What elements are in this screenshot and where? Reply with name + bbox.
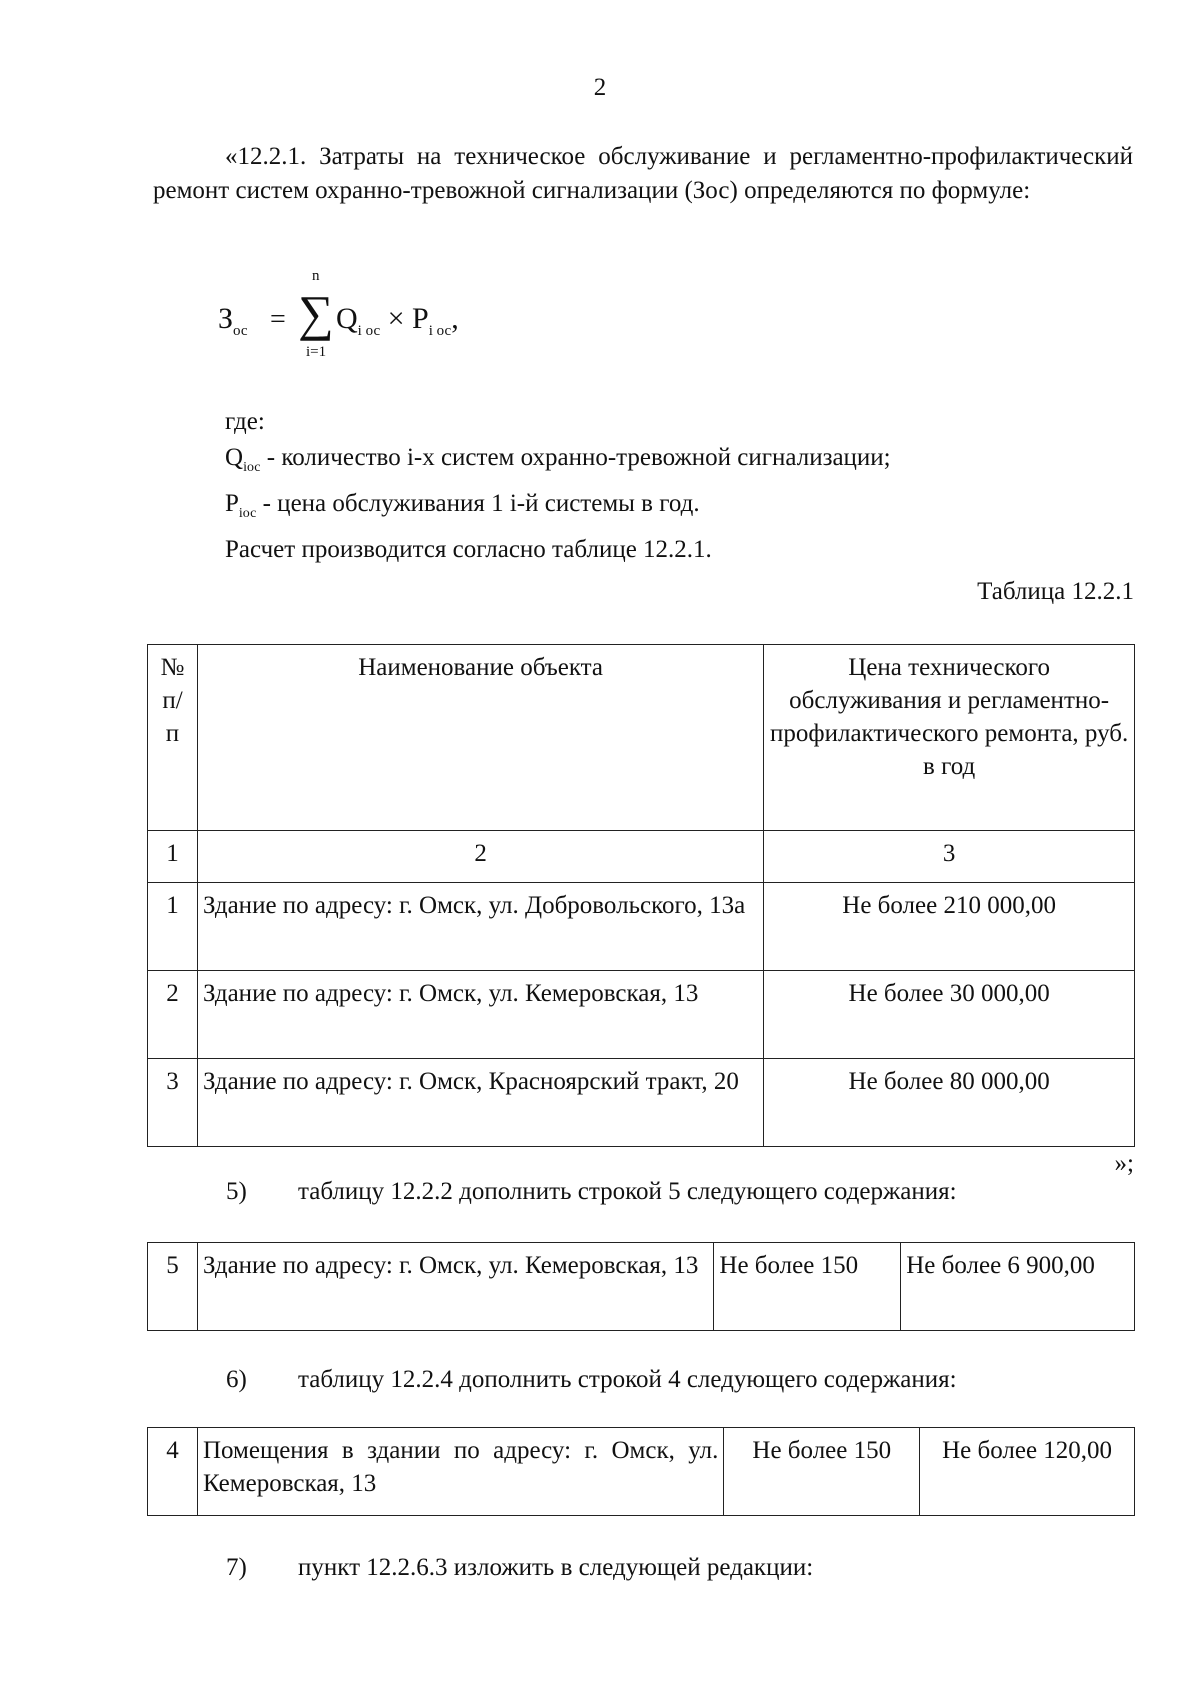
table-12-2-4-row-4 [147, 1427, 1135, 1516]
cost-formula [218, 268, 538, 378]
calculation-note: Расчет производится согласно таблице 12.2.1. [225, 536, 712, 563]
item-text: таблицу 12.2.2 дополнить строкой 5 следующего содержания: [298, 1178, 957, 1205]
row-price: Не более 210 000,00 [764, 883, 1135, 971]
row-number: 1 [148, 883, 198, 971]
item-number: 6) [226, 1366, 247, 1393]
row-price: Не более 120,00 [920, 1428, 1135, 1516]
row-price: Не более 6 900,00 [901, 1243, 1135, 1331]
formula-equals: = [270, 304, 286, 335]
column-number: 3 [764, 831, 1135, 883]
row-quantity: Не более 150 [724, 1428, 920, 1516]
table-numbering-row [148, 831, 1135, 883]
amendment-item-7 [226, 1554, 813, 1582]
row-object-name: Здание по адресу: г. Омск, ул. Кемеровская, 13 [197, 971, 763, 1059]
table-title: Таблица 12.2.1 [977, 578, 1134, 605]
amendment-item-6 [226, 1366, 957, 1394]
where-label: где: [225, 408, 265, 435]
row-number: 2 [148, 971, 198, 1059]
page-number: 2 [593, 74, 607, 101]
formula-sum-lower: i=1 [306, 344, 327, 360]
table-row [148, 1059, 1135, 1147]
formula-definitions [225, 404, 891, 568]
row-object-name: Здание по адресу: г. Омск, Красноярский тракт, 20 [197, 1059, 763, 1147]
table-12-2-1 [147, 644, 1135, 1147]
closing-quote: »; [1114, 1150, 1134, 1177]
row-number: 3 [148, 1059, 198, 1147]
item-number: 5) [226, 1178, 247, 1205]
table-12-2-2-row-5 [147, 1242, 1135, 1331]
row-object-name: Помещения в здании по адресу: г. Омск, ул. Кемеровская, 13 [197, 1428, 723, 1516]
item-text: таблицу 12.2.4 дополнить строкой 4 следующего содержания: [298, 1366, 957, 1393]
table-row [148, 883, 1135, 971]
intro-paragraph: «12.2.1. Затраты на техническое обслуживание и регламентно-профилактический ремонт систем охранно-тревожной сигнализации (Зос) определяются по формуле: [153, 143, 1133, 204]
row-quantity: Не более 150 [714, 1243, 901, 1331]
formula-body: $Q_{i ос} \times P_{i ос}$, [336, 302, 459, 339]
formula-sum-upper: n [312, 268, 320, 284]
definition-q: $Q_{iос}$ - количество i-х систем охранно-тревожной сигнализации; [225, 444, 891, 475]
row-number: 4 [148, 1428, 198, 1516]
table-row [148, 971, 1135, 1059]
definition-p: $P_{iос}$ - цена обслуживания 1 i-й системы в год. [225, 490, 700, 521]
row-price: Не более 80 000,00 [764, 1059, 1135, 1147]
header-price: Цена технического обслуживания и регламентно-профилактического ремонта, руб. в год [764, 645, 1135, 831]
row-number: 5 [148, 1243, 198, 1331]
row-object-name: Здание по адресу: г. Омск, ул. Кемеровская, 13 [197, 1243, 713, 1331]
table-row [148, 1243, 1135, 1331]
table-row [148, 1428, 1135, 1516]
header-number: № п/ п [148, 645, 198, 831]
row-object-name: Здание по адресу: г. Омск, ул. Добровольского, 13а [197, 883, 763, 971]
header-object-name: Наименование объекта [197, 645, 763, 831]
amendment-item-5 [226, 1178, 957, 1206]
formula-lhs: $З_{ос}$ [218, 302, 248, 339]
sum-icon: ∑ [298, 285, 334, 341]
row-price: Не более 30 000,00 [764, 971, 1135, 1059]
column-number: 1 [148, 831, 198, 883]
table-header-row [148, 645, 1135, 831]
item-text: пункт 12.2.6.3 изложить в следующей редакции: [298, 1554, 814, 1581]
column-number: 2 [197, 831, 763, 883]
item-number: 7) [226, 1554, 247, 1581]
